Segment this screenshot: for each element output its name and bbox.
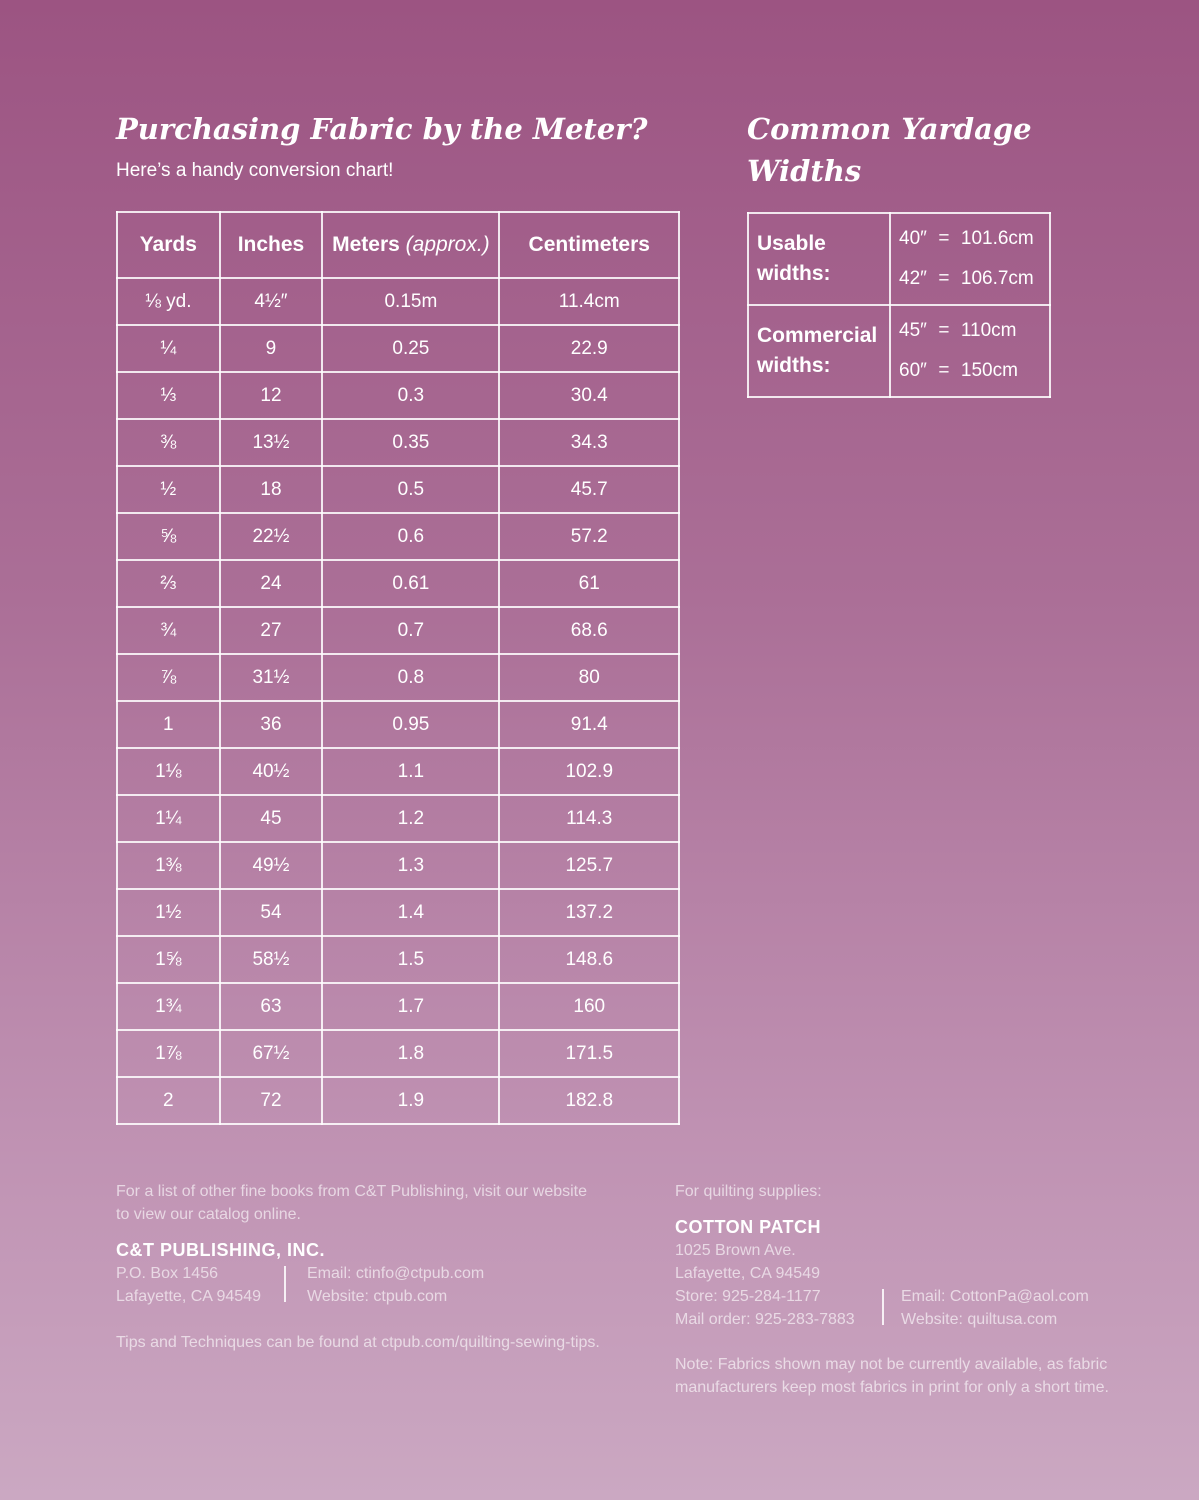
width-cm: 101.6cm: [960, 228, 1034, 249]
widths-title-line2: Widths: [747, 154, 862, 188]
cell-centimeters: 160: [499, 983, 679, 1030]
table-row: [117, 560, 679, 607]
commercial-widths-row: [748, 305, 1050, 397]
commercial-widths-label: [748, 305, 890, 397]
commercial-widths-values: [890, 305, 1050, 397]
header-inches: Inches: [220, 212, 323, 278]
table-row: [117, 983, 679, 1030]
usable-label-line2: widths:: [757, 262, 831, 285]
equals-sign: =: [938, 268, 950, 289]
table-row: [117, 795, 679, 842]
table-row: [117, 513, 679, 560]
width-cm: 106.7cm: [960, 268, 1034, 289]
cell-meters: 1.3: [322, 842, 499, 889]
header-meters: [322, 212, 499, 278]
table-row: [117, 936, 679, 983]
ct-address-line2: Lafayette, CA 94549: [116, 1288, 261, 1305]
width-value: [899, 351, 1049, 391]
cell-yards: ½: [117, 466, 220, 513]
header-meters-note: (approx.): [405, 233, 490, 256]
cell-yards: 1⅝: [117, 936, 220, 983]
cotton-store-phone: Store: 925-284-1177: [675, 1288, 821, 1305]
cell-meters: 1.5: [322, 936, 499, 983]
width-inch: 42″: [899, 268, 927, 289]
cell-inches: 40½: [220, 748, 323, 795]
conversion-body: [117, 278, 679, 1124]
cell-yards: ⅛ yd.: [117, 278, 220, 325]
cotton-note: [675, 1353, 1109, 1399]
equals-sign: =: [938, 360, 950, 381]
widths-table: [747, 212, 1051, 398]
usable-widths-row: [748, 213, 1050, 305]
cell-meters: 0.95: [322, 701, 499, 748]
cell-inches: 18: [220, 466, 323, 513]
cell-centimeters: 30.4: [499, 372, 679, 419]
usable-widths-values: [890, 213, 1050, 305]
width-value: [899, 259, 1049, 299]
cell-inches: 22½: [220, 513, 323, 560]
cell-centimeters: 114.3: [499, 795, 679, 842]
cell-inches: 72: [220, 1077, 323, 1124]
cell-meters: 0.8: [322, 654, 499, 701]
header-centimeters: Centimeters: [499, 212, 679, 278]
table-row: [117, 466, 679, 513]
cell-yards: ⅔: [117, 560, 220, 607]
equals-sign: =: [938, 228, 950, 249]
cotton-contact: [901, 1285, 1089, 1331]
cell-inches: 45: [220, 795, 323, 842]
conversion-title: Purchasing Fabric by the Meter?: [116, 112, 648, 146]
cell-inches: 67½: [220, 1030, 323, 1077]
cell-inches: 4½″: [220, 278, 323, 325]
cotton-note-line2: manufacturers keep most fabrics in print for only a short time.: [675, 1379, 1109, 1396]
cell-centimeters: 148.6: [499, 936, 679, 983]
cell-centimeters: 182.8: [499, 1077, 679, 1124]
cell-centimeters: 91.4: [499, 701, 679, 748]
cell-centimeters: 137.2: [499, 889, 679, 936]
cell-yards: 2: [117, 1077, 220, 1124]
cell-yards: ⅝: [117, 513, 220, 560]
commercial-label-line1: Commercial: [757, 324, 878, 347]
cell-yards: 1: [117, 701, 220, 748]
cell-meters: 0.5: [322, 466, 499, 513]
width-value: [899, 311, 1049, 351]
cell-yards: 1¼: [117, 795, 220, 842]
table-row: [117, 607, 679, 654]
cell-inches: 12: [220, 372, 323, 419]
width-inch: 45″: [899, 320, 927, 341]
equals-sign: =: [938, 320, 950, 341]
cell-yards: 1⅞: [117, 1030, 220, 1077]
cell-meters: 1.4: [322, 889, 499, 936]
cell-yards: 1½: [117, 889, 220, 936]
cotton-website-link[interactable]: Website: quiltusa.com: [901, 1311, 1058, 1328]
widths-title: [747, 108, 1032, 192]
ct-address: [116, 1262, 261, 1308]
cell-yards: 1⅛: [117, 748, 220, 795]
cell-meters: 1.9: [322, 1077, 499, 1124]
cell-yards: ¾: [117, 607, 220, 654]
table-row: [117, 1077, 679, 1124]
cell-yards: ⅜: [117, 419, 220, 466]
table-row: [117, 701, 679, 748]
cell-centimeters: 22.9: [499, 325, 679, 372]
cell-meters: 1.8: [322, 1030, 499, 1077]
cell-meters: 0.61: [322, 560, 499, 607]
cell-meters: 0.25: [322, 325, 499, 372]
commercial-label-line2: widths:: [757, 354, 831, 377]
cell-inches: 27: [220, 607, 323, 654]
usable-widths-label: [748, 213, 890, 305]
cell-meters: 0.15m: [322, 278, 499, 325]
ct-intro-line2: to view our catalog online.: [116, 1206, 301, 1223]
cell-inches: 24: [220, 560, 323, 607]
cell-centimeters: 61: [499, 560, 679, 607]
cell-yards: ¼: [117, 325, 220, 372]
cell-meters: 0.6: [322, 513, 499, 560]
table-row: [117, 748, 679, 795]
cell-inches: 36: [220, 701, 323, 748]
table-row: [117, 889, 679, 936]
cell-centimeters: 102.9: [499, 748, 679, 795]
cell-meters: 1.7: [322, 983, 499, 1030]
cell-meters: 0.7: [322, 607, 499, 654]
width-inch: 40″: [899, 228, 927, 249]
cotton-intro: For quilting supplies:: [675, 1183, 822, 1200]
cotton-patch-name: COTTON PATCH: [675, 1217, 821, 1237]
cotton-address-line1: 1025 Brown Ave.: [675, 1242, 796, 1259]
cotton-address: [675, 1239, 855, 1331]
table-row: [117, 278, 679, 325]
cell-centimeters: 34.3: [499, 419, 679, 466]
ct-email-link[interactable]: Email: ctinfo@ctpub.com: [307, 1265, 485, 1282]
table-row: [117, 654, 679, 701]
widths-title-line1: Common Yardage: [747, 112, 1032, 146]
cell-centimeters: 57.2: [499, 513, 679, 560]
cell-meters: 1.2: [322, 795, 499, 842]
table-row: [117, 372, 679, 419]
cell-yards: ⅞: [117, 654, 220, 701]
cell-inches: 63: [220, 983, 323, 1030]
cell-inches: 13½: [220, 419, 323, 466]
ct-divider: [284, 1266, 286, 1302]
cotton-email-link[interactable]: Email: CottonPa@aol.com: [901, 1288, 1089, 1305]
ct-tips-link[interactable]: Tips and Techniques can be found at ctpub.com/quilting-sewing-tips.: [116, 1334, 600, 1351]
header-meters-label: Meters: [332, 233, 400, 256]
table-row: [117, 325, 679, 372]
cell-centimeters: 45.7: [499, 466, 679, 513]
cotton-address-line2: Lafayette, CA 94549: [675, 1265, 820, 1282]
ct-website-link[interactable]: Website: ctpub.com: [307, 1288, 448, 1305]
ct-contact: [307, 1262, 484, 1308]
cell-centimeters: 68.6: [499, 607, 679, 654]
cotton-divider: [882, 1289, 884, 1325]
cell-centimeters: 125.7: [499, 842, 679, 889]
width-cm: 150cm: [960, 360, 1018, 381]
ct-intro-line1: For a list of other fine books from C&T Publishing, visit our website: [116, 1183, 588, 1200]
cell-centimeters: 171.5: [499, 1030, 679, 1077]
conversion-table: [116, 211, 680, 1125]
conversion-header-row: [117, 212, 679, 278]
cell-inches: 58½: [220, 936, 323, 983]
table-row: [117, 842, 679, 889]
width-value: [899, 219, 1049, 259]
cell-meters: 0.35: [322, 419, 499, 466]
usable-label-line1: Usable: [757, 232, 826, 255]
cotton-note-line1: Note: Fabrics shown may not be currently available, as fabric: [675, 1356, 1108, 1373]
cell-inches: 54: [220, 889, 323, 936]
cell-yards: 1¾: [117, 983, 220, 1030]
cell-inches: 49½: [220, 842, 323, 889]
cotton-mail-order-phone: Mail order: 925-283-7883: [675, 1311, 855, 1328]
cell-inches: 9: [220, 325, 323, 372]
width-inch: 60″: [899, 360, 927, 381]
cell-yards: 1⅜: [117, 842, 220, 889]
conversion-subtitle: Here’s a handy conversion chart!: [116, 160, 394, 181]
table-row: [117, 419, 679, 466]
header-yards: Yards: [117, 212, 220, 278]
cell-centimeters: 80: [499, 654, 679, 701]
ct-publisher-name: C&T PUBLISHING, INC.: [116, 1240, 326, 1260]
cell-meters: 0.3: [322, 372, 499, 419]
ct-address-line1: P.O. Box 1456: [116, 1265, 218, 1282]
cell-yards: ⅓: [117, 372, 220, 419]
cell-centimeters: 11.4cm: [499, 278, 679, 325]
ct-intro: [116, 1180, 587, 1226]
cell-meters: 1.1: [322, 748, 499, 795]
width-cm: 110cm: [960, 320, 1017, 341]
cell-inches: 31½: [220, 654, 323, 701]
table-row: [117, 1030, 679, 1077]
